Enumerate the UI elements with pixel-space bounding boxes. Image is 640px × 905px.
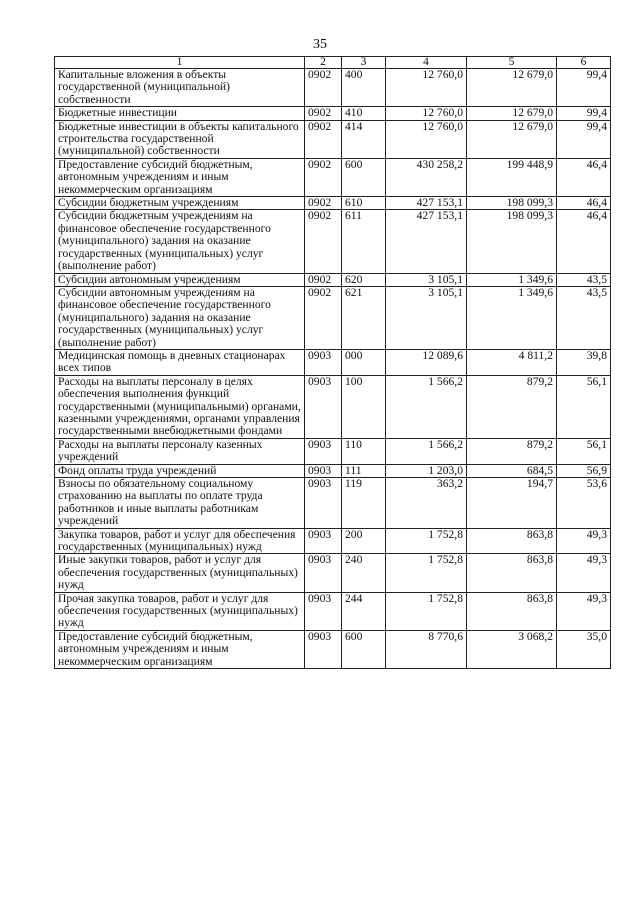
row-name-cell: Медицинская помощь в дневных стационарах всех типов [55,349,305,375]
row-percent-cell: 35,0 [557,630,611,668]
row-section-code-cell: 0903 [305,478,342,529]
row-expense-type-cell: 244 [342,592,386,630]
row-percent-cell: 56,9 [557,464,611,477]
row-section-code-cell: 0903 [305,438,342,464]
row-percent-cell: 43,5 [557,286,611,349]
row-section-code-cell: 0902 [305,107,342,120]
row-name-cell: Расходы на выплаты персоналу казенных учреждений [55,438,305,464]
row-section-code-cell: 0902 [305,197,342,210]
row-section-code-cell: 0902 [305,69,342,107]
row-expense-type-cell: 600 [342,630,386,668]
table-row [55,528,611,554]
row-planned-amount-cell: 1 566,2 [386,375,467,438]
row-actual-amount-cell: 1 349,6 [467,286,557,349]
row-actual-amount-cell: 12 679,0 [467,107,557,120]
row-percent-cell: 53,6 [557,478,611,529]
row-planned-amount-cell: 363,2 [386,478,467,529]
row-section-code-cell: 0903 [305,464,342,477]
table-row [55,286,611,349]
row-planned-amount-cell: 1 752,8 [386,592,467,630]
row-name-cell: Субсидии автономным учреждениям на финансовое обеспечение государственного (муниципального) задания на оказание государственных (муниципальных) услуг (выполнение работ) [55,286,305,349]
table-row [55,554,611,592]
table-row [55,438,611,464]
row-actual-amount-cell: 12 679,0 [467,120,557,158]
row-planned-amount-cell: 3 105,1 [386,273,467,286]
column-header-6: 6 [557,57,611,69]
row-name-cell: Прочая закупка товаров, работ и услуг для обеспечения государственных (муниципальных) нужд [55,592,305,630]
row-percent-cell: 56,1 [557,375,611,438]
row-expense-type-cell: 400 [342,69,386,107]
column-header-5: 5 [467,57,557,69]
row-actual-amount-cell: 863,8 [467,554,557,592]
row-planned-amount-cell: 3 105,1 [386,286,467,349]
row-name-cell: Субсидии бюджетным учреждениям [55,197,305,210]
row-expense-type-cell: 621 [342,286,386,349]
row-actual-amount-cell: 879,2 [467,438,557,464]
row-planned-amount-cell: 12 760,0 [386,107,467,120]
row-name-cell: Закупка товаров, работ и услуг для обеспечения государственных (муниципальных) нужд [55,528,305,554]
table-row [55,349,611,375]
row-actual-amount-cell: 879,2 [467,375,557,438]
page-number: 35 [313,37,327,52]
table-row [55,375,611,438]
row-expense-type-cell: 111 [342,464,386,477]
row-name-cell: Предоставление субсидий бюджетным, автономным учреждениям и иным некоммерческим организациям [55,630,305,668]
row-name-cell: Расходы на выплаты персоналу в целях обеспечения выполнения функций государственными (муниципальными) органами, казенными учреждениями, органами управления государственными внебюджетными фондами [55,375,305,438]
row-expense-type-cell: 600 [342,158,386,196]
row-name-cell: Капитальные вложения в объекты государственной (муниципальной) собственности [55,69,305,107]
row-expense-type-cell: 620 [342,273,386,286]
table-row [55,592,611,630]
table-row [55,197,611,210]
row-section-code-cell: 0903 [305,592,342,630]
row-name-cell: Субсидии автономным учреждениям [55,273,305,286]
row-expense-type-cell: 100 [342,375,386,438]
row-actual-amount-cell: 194,7 [467,478,557,529]
table-row [55,69,611,107]
row-actual-amount-cell: 199 448,9 [467,158,557,196]
row-planned-amount-cell: 12 760,0 [386,120,467,158]
row-section-code-cell: 0902 [305,273,342,286]
row-planned-amount-cell: 427 153,1 [386,210,467,273]
row-percent-cell: 49,3 [557,528,611,554]
table-row [55,120,611,158]
row-percent-cell: 43,5 [557,273,611,286]
table-row [55,107,611,120]
row-expense-type-cell: 611 [342,210,386,273]
row-expense-type-cell: 200 [342,528,386,554]
table-row [55,158,611,196]
table-row [55,210,611,273]
row-actual-amount-cell: 3 068,2 [467,630,557,668]
row-planned-amount-cell: 430 258,2 [386,158,467,196]
table-body [55,69,611,669]
row-percent-cell: 49,3 [557,592,611,630]
column-header-1: 1 [55,57,305,69]
row-actual-amount-cell: 1 349,6 [467,273,557,286]
row-percent-cell: 46,4 [557,210,611,273]
budget-table [54,56,611,669]
table-row [55,630,611,668]
row-expense-type-cell: 414 [342,120,386,158]
row-name-cell: Бюджетные инвестиции [55,107,305,120]
row-percent-cell: 46,4 [557,197,611,210]
row-section-code-cell: 0903 [305,349,342,375]
row-actual-amount-cell: 863,8 [467,592,557,630]
row-percent-cell: 49,3 [557,554,611,592]
row-expense-type-cell: 610 [342,197,386,210]
row-percent-cell: 46,4 [557,158,611,196]
row-percent-cell: 99,4 [557,107,611,120]
row-planned-amount-cell: 8 770,6 [386,630,467,668]
row-percent-cell: 56,1 [557,438,611,464]
row-percent-cell: 39,8 [557,349,611,375]
row-expense-type-cell: 119 [342,478,386,529]
row-name-cell: Иные закупки товаров, работ и услуг для обеспечения государственных (муниципальных) нужд [55,554,305,592]
row-planned-amount-cell: 1 752,8 [386,554,467,592]
row-section-code-cell: 0902 [305,158,342,196]
row-planned-amount-cell: 12 760,0 [386,69,467,107]
row-section-code-cell: 0903 [305,375,342,438]
row-section-code-cell: 0903 [305,554,342,592]
row-name-cell: Субсидии бюджетным учреждениям на финансовое обеспечение государственного (муниципального) задания на оказание государственных (муниципальных) услуг (выполнение работ) [55,210,305,273]
row-expense-type-cell: 110 [342,438,386,464]
row-planned-amount-cell: 1 566,2 [386,438,467,464]
row-actual-amount-cell: 684,5 [467,464,557,477]
row-section-code-cell: 0903 [305,630,342,668]
row-actual-amount-cell: 198 099,3 [467,210,557,273]
row-percent-cell: 99,4 [557,120,611,158]
row-name-cell: Предоставление субсидий бюджетным, автономным учреждениям и иным некоммерческим организациям [55,158,305,196]
row-planned-amount-cell: 1 752,8 [386,528,467,554]
row-name-cell: Бюджетные инвестиции в объекты капитального строительства государственной (муниципальной) собственности [55,120,305,158]
row-planned-amount-cell: 1 203,0 [386,464,467,477]
row-percent-cell: 99,4 [557,69,611,107]
row-name-cell: Фонд оплаты труда учреждений [55,464,305,477]
table-header-row [55,57,611,69]
row-section-code-cell: 0902 [305,286,342,349]
row-planned-amount-cell: 12 089,6 [386,349,467,375]
row-actual-amount-cell: 863,8 [467,528,557,554]
row-section-code-cell: 0903 [305,528,342,554]
row-actual-amount-cell: 198 099,3 [467,197,557,210]
table-row [55,464,611,477]
row-expense-type-cell: 410 [342,107,386,120]
table-row [55,478,611,529]
row-actual-amount-cell: 12 679,0 [467,69,557,107]
row-actual-amount-cell: 4 811,2 [467,349,557,375]
row-expense-type-cell: 240 [342,554,386,592]
row-name-cell: Взносы по обязательному социальному страхованию на выплаты по оплате труда работников и иные выплаты работникам учреждений [55,478,305,529]
table-row [55,273,611,286]
row-planned-amount-cell: 427 153,1 [386,197,467,210]
column-header-3: 3 [342,57,386,69]
column-header-4: 4 [386,57,467,69]
column-header-2: 2 [305,57,342,69]
row-section-code-cell: 0902 [305,120,342,158]
row-expense-type-cell: 000 [342,349,386,375]
row-section-code-cell: 0902 [305,210,342,273]
